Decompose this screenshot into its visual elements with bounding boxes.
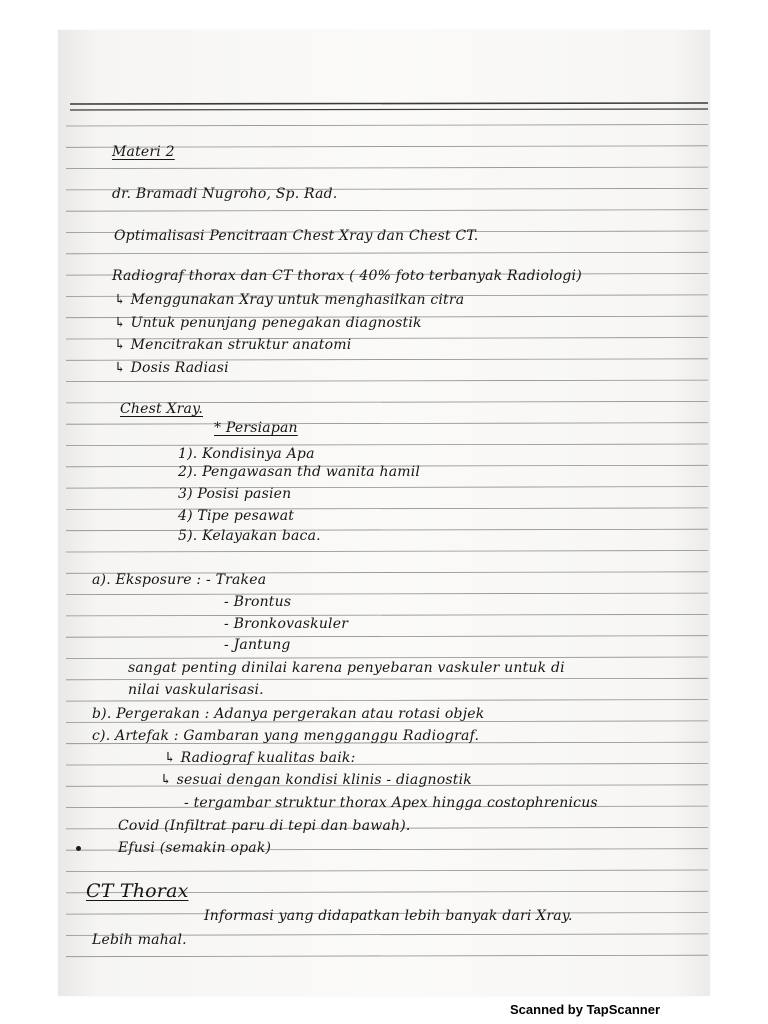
ruled-line xyxy=(66,870,708,872)
ruled-line xyxy=(66,657,708,659)
ruled-line xyxy=(66,678,708,680)
note-bullet-anatomi: ↳ Mencitrakan struktur anatomi xyxy=(114,337,352,353)
note-persiapan: * Persiapan xyxy=(214,420,298,436)
note-jantung: - Jantung xyxy=(224,637,291,653)
header-rule xyxy=(70,109,708,110)
note-bronkovaskuler: - Bronkovaskuler xyxy=(224,616,349,632)
ruled-line xyxy=(66,508,708,510)
note-item-2: 2). Pengawasan thd wanita hamil xyxy=(178,464,421,480)
ruled-line xyxy=(66,529,708,531)
note-item-1: 1). Kondisinya Apa xyxy=(178,446,315,462)
note-heading-ct-thorax: CT Thorax xyxy=(86,880,189,902)
note-kualitas: ↳ Radiograf kualitas baik: xyxy=(164,750,356,766)
note-brontus: - Brontus xyxy=(224,594,292,610)
ruled-line xyxy=(66,593,708,595)
note-item-3: 3) Posisi pasien xyxy=(178,486,292,502)
ruled-line xyxy=(66,700,708,702)
ruled-line xyxy=(66,614,708,616)
note-heading-materi: Materi 2 xyxy=(112,144,175,160)
ruled-line xyxy=(66,210,708,212)
ruled-line xyxy=(66,955,708,957)
ruled-line xyxy=(66,423,708,425)
ruled-line xyxy=(66,167,708,169)
note-lecturer: dr. Bramadi Nugroho, Sp. Rad. xyxy=(112,186,338,202)
note-artefak: c). Artefak : Gambaran yang mengganggu Radiograf. xyxy=(92,728,480,744)
note-efusi: Efusi (semakin opak) xyxy=(118,840,272,856)
note-pergerakan: b). Pergerakan : Adanya pergerakan atau rotasi objek xyxy=(92,706,485,722)
note-ct-mahal: Lebih mahal. xyxy=(92,932,187,948)
note-klinis: ↳ sesuai dengan kondisi klinis - diagnostik xyxy=(160,772,472,788)
note-apex: - tergambar struktur thorax Apex hingga costophrenicus xyxy=(184,795,598,811)
note-vaskuler-2: nilai vaskularisasi. xyxy=(128,682,264,698)
note-item-5: 5). Kelayakan baca. xyxy=(178,528,321,544)
ruled-line xyxy=(66,551,708,553)
note-covid: Covid (Infiltrat paru di tepi dan bawah). xyxy=(118,818,411,834)
note-heading-chest-xray: Chest Xray. xyxy=(120,401,203,417)
note-topic: Optimalisasi Pencitraan Chest Xray dan Chest CT. xyxy=(114,228,479,244)
bullet-dot xyxy=(76,846,81,851)
ruled-line xyxy=(66,764,708,766)
note-ct-informasi: Informasi yang didapatkan lebih banyak dari Xray. xyxy=(204,908,573,924)
ruled-line xyxy=(66,380,708,382)
ruled-line xyxy=(66,487,708,489)
ruled-line xyxy=(66,636,708,638)
note-item-4: 4) Tipe pesawat xyxy=(178,508,295,524)
note-bullet-xray: ↳ Menggunakan Xray untuk menghasilkan citra xyxy=(114,292,465,308)
ruled-line xyxy=(66,444,708,446)
ruled-line xyxy=(66,252,708,254)
note-bullet-diagnostik: ↳ Untuk penunjang penegakan diagnostik xyxy=(114,315,422,331)
note-radiograf-intro: Radiograf thorax dan CT thorax ( 40% foto terbanyak Radiologi) xyxy=(112,268,582,284)
note-bullet-dosis: ↳ Dosis Radiasi xyxy=(114,360,229,376)
note-eksposure: a). Eksposure : - Trakea xyxy=(92,572,267,588)
note-vaskuler-1: sangat penting dinilai karena penyebaran vaskuler untuk di xyxy=(128,660,565,676)
scanner-watermark: Scanned by TapScanner xyxy=(510,1002,661,1017)
header-rule xyxy=(70,103,708,104)
ruled-line xyxy=(66,125,708,127)
